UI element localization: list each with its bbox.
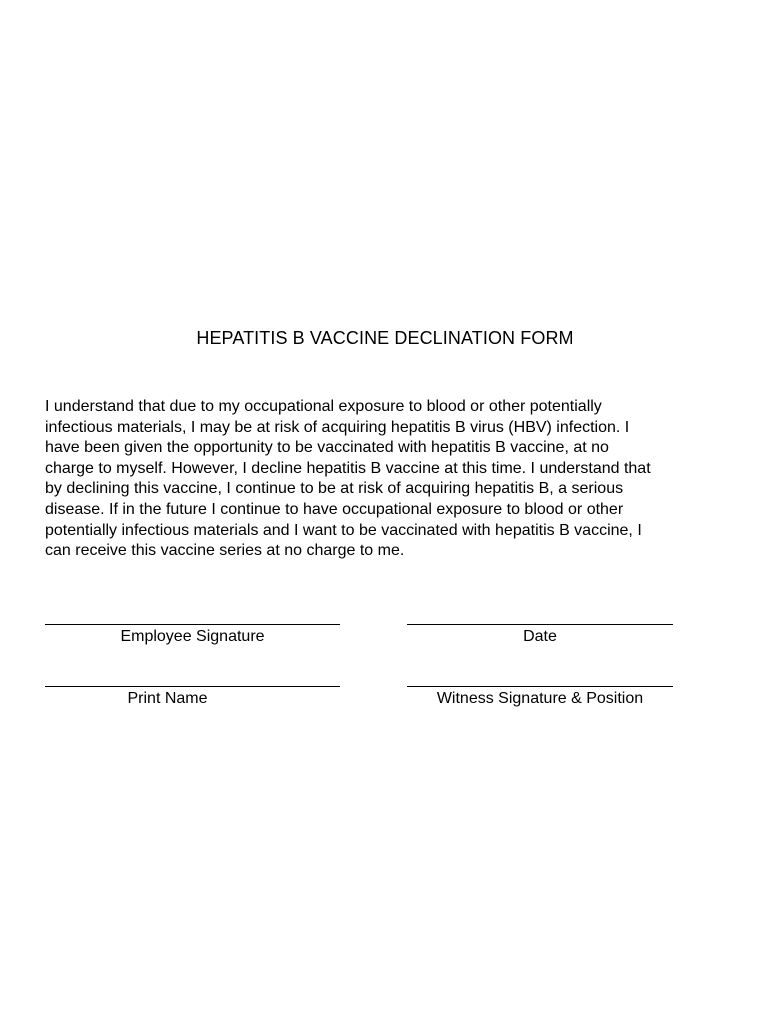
date-line bbox=[407, 624, 673, 625]
employee-signature-line bbox=[45, 624, 340, 625]
paragraph-line: have been given the opportunity to be vaccinated with hepatitis B vaccine, at no bbox=[45, 439, 609, 457]
witness-signature-label: Witness Signature & Position bbox=[436, 690, 644, 707]
print-name-field[interactable] bbox=[45, 686, 290, 720]
paragraph-line: by declining this vaccine, I continue to be at risk of acquiring hepatitis B, a serious bbox=[45, 480, 624, 498]
date-field[interactable] bbox=[407, 624, 673, 658]
paragraph-line: infectious materials, I may be at risk of acquiring hepatitis B virus (HBV) infection. I bbox=[45, 418, 630, 436]
paragraph-line: potentially infectious materials and I want to be vaccinated with hepatitis B vaccine, I bbox=[45, 521, 642, 539]
date-label: Date bbox=[523, 628, 557, 645]
employee-signature-field[interactable] bbox=[45, 624, 340, 658]
paragraph-line: disease. If in the future I continue to have occupational exposure to blood or other bbox=[45, 500, 624, 518]
witness-signature-line bbox=[407, 686, 673, 687]
witness-signature-field[interactable] bbox=[407, 686, 673, 720]
form-title: HEPATITIS B VACCINE DECLINATION FORM bbox=[196, 328, 574, 348]
declaration-paragraph bbox=[45, 397, 735, 562]
paragraph-line: can receive this vaccine series at no charge to me. bbox=[45, 542, 405, 560]
print-name-line bbox=[45, 686, 340, 687]
employee-signature-label: Employee Signature bbox=[120, 628, 265, 645]
print-name-label: Print Name bbox=[127, 690, 208, 707]
paragraph-line: I understand that due to my occupational exposure to blood or other potentially bbox=[45, 398, 602, 415]
paragraph-line: charge to myself. However, I decline hepatitis B vaccine at this time. I understand that bbox=[45, 459, 651, 477]
